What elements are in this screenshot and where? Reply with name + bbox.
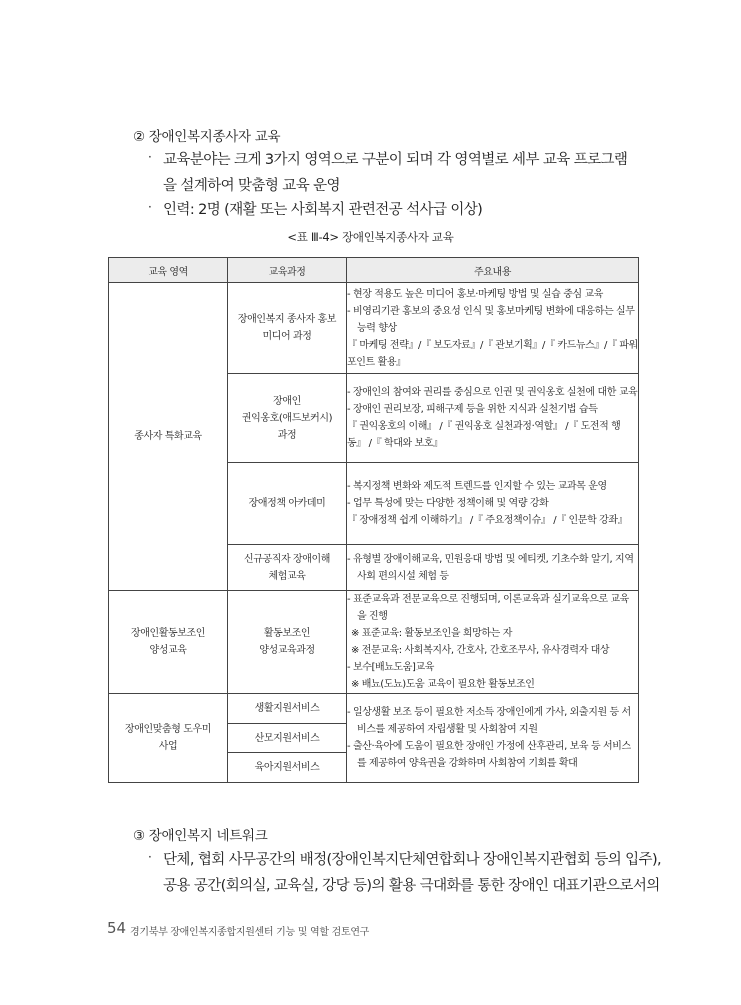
course-cell: 신규공직자 장애이해 체험교육 [228,545,347,591]
course-cell: 육아지원서비스 [228,753,347,783]
course-cell: 산모지원서비스 [228,724,347,753]
course-cell: 장애인복지 종사자 홍보 미디어 과정 [228,283,347,374]
table-caption: <표 Ⅲ-4> 장애인복지종사자 교육 [287,230,454,244]
table-row [109,694,639,724]
content-cell: - 현장 적용도 높은 미디어 홍보·마케팅 방법 및 실습 중심 교육 - 비영리기관 홍보의 중요성 인식 및 홍보마케팅 변화에 대응하는 실무능력 향상 『 마케팅 전략』/『 보도자료』/『 관보기획』/『 카드뉴스』/『 파워포인트 활용』 [347,283,639,374]
bullet-mark: · [148,850,152,864]
table-row [109,283,639,374]
page-number: 54 [107,919,127,937]
bullet-line: 을 설계하여 맞춤형 교육 운영 [163,178,340,194]
area-cell: 장애인맞춤형 도우미 사업 [109,694,228,783]
area-cell: 종사자 특화교육 [109,283,228,591]
bullet-line: 교육분야는 크게 3가지 영역으로 구분이 되며 각 영역별로 세부 교육 프로그램 [163,152,628,168]
content-cell: - 유형별 장애이해교육, 민원응대 방법 및 에티켓, 기초수화 알기, 지역사회 편의시설 체험 등 [347,545,639,591]
section-heading-network: ③ 장애인복지 네트워크 [133,828,268,844]
header-content: 주요내용 [347,258,639,283]
course-cell: 활동보조인 양성교육과정 [228,591,347,694]
content-cell: - 표준교육과 전문교육으로 진행되며, 이론교육과 실기교육으로 교육을 진행 ※ 표준교육: 활동보조인을 희망하는 자 ※ 전문교육: 사회복지사, 간호사, 간호조무사, 유사경력자 대상 - 보수[배뇨도움]교육 ※ 배뇨(도뇨)도움 교육이 필요한 활동보조인 [347,591,639,694]
course-cell: 장애정책 아카데미 [228,463,347,545]
bullet-mark: · [148,150,152,164]
content-cell: - 복지정책 변화와 제도적 트렌드를 인지할 수 있는 교과목 운영 - 업무 특성에 맞는 다양한 정책이해 및 역량 강화 『 장애정책 쉽게 이해하기』 /『 주요정책이슈』 /『 인문학 강좌』 [347,463,639,545]
bullet-mark: · [148,200,152,214]
bullet-line: 공용 공간(회의실, 교육실, 강당 등)의 활용 극대화를 통한 장애인 대표기관으로서의 [163,878,660,894]
bullet-line: 인력: 2명 (재활 또는 사회복지 관련전공 석사급 이상) [163,202,483,218]
section-heading-education: ② 장애인복지종사자 교육 [133,129,281,145]
course-cell: 생활지원서비스 [228,694,347,724]
header-area: 교육 영역 [109,258,228,283]
header-course: 교육과정 [228,258,347,283]
course-cell: 장애인 권익옹호(애드보커시) 과정 [228,374,347,463]
area-cell: 장애인활동보조인 양성교육 [109,591,228,694]
table-header-row [109,258,639,283]
content-cell: - 장애인의 참여와 권리를 중심으로 인권 및 권익옹호 실천에 대한 교육 - 장애인 권리보장, 피해구제 등을 위한 지식과 실천기법 습득 『 권익옹호의 이해』 /『 권익옹호 실천과정·역할』 /『 도전적 행동』 /『 학대와 보호』 [347,374,639,463]
education-table [108,257,639,783]
content-cell: - 일상생활 보조 등이 필요한 저소득 장애인에게 가사, 외출지원 등 서비스를 제공하여 자립생활 및 사회참여 지원 - 출산·육아에 도움이 필요한 장애인 가정에 산후관리, 보육 등 서비스를 제공하여 양육권을 강화하며 사회참여 기회를 확대 [347,694,639,783]
bullet-line: 단체, 협회 사무공간의 배정(장애인복지단체연합회나 장애인복지관협회 등의 입주), [163,852,662,868]
footer-title: 경기북부 장애인복지종합지원센터 기능 및 역할 검토연구 [130,927,370,938]
table-row [109,591,639,694]
